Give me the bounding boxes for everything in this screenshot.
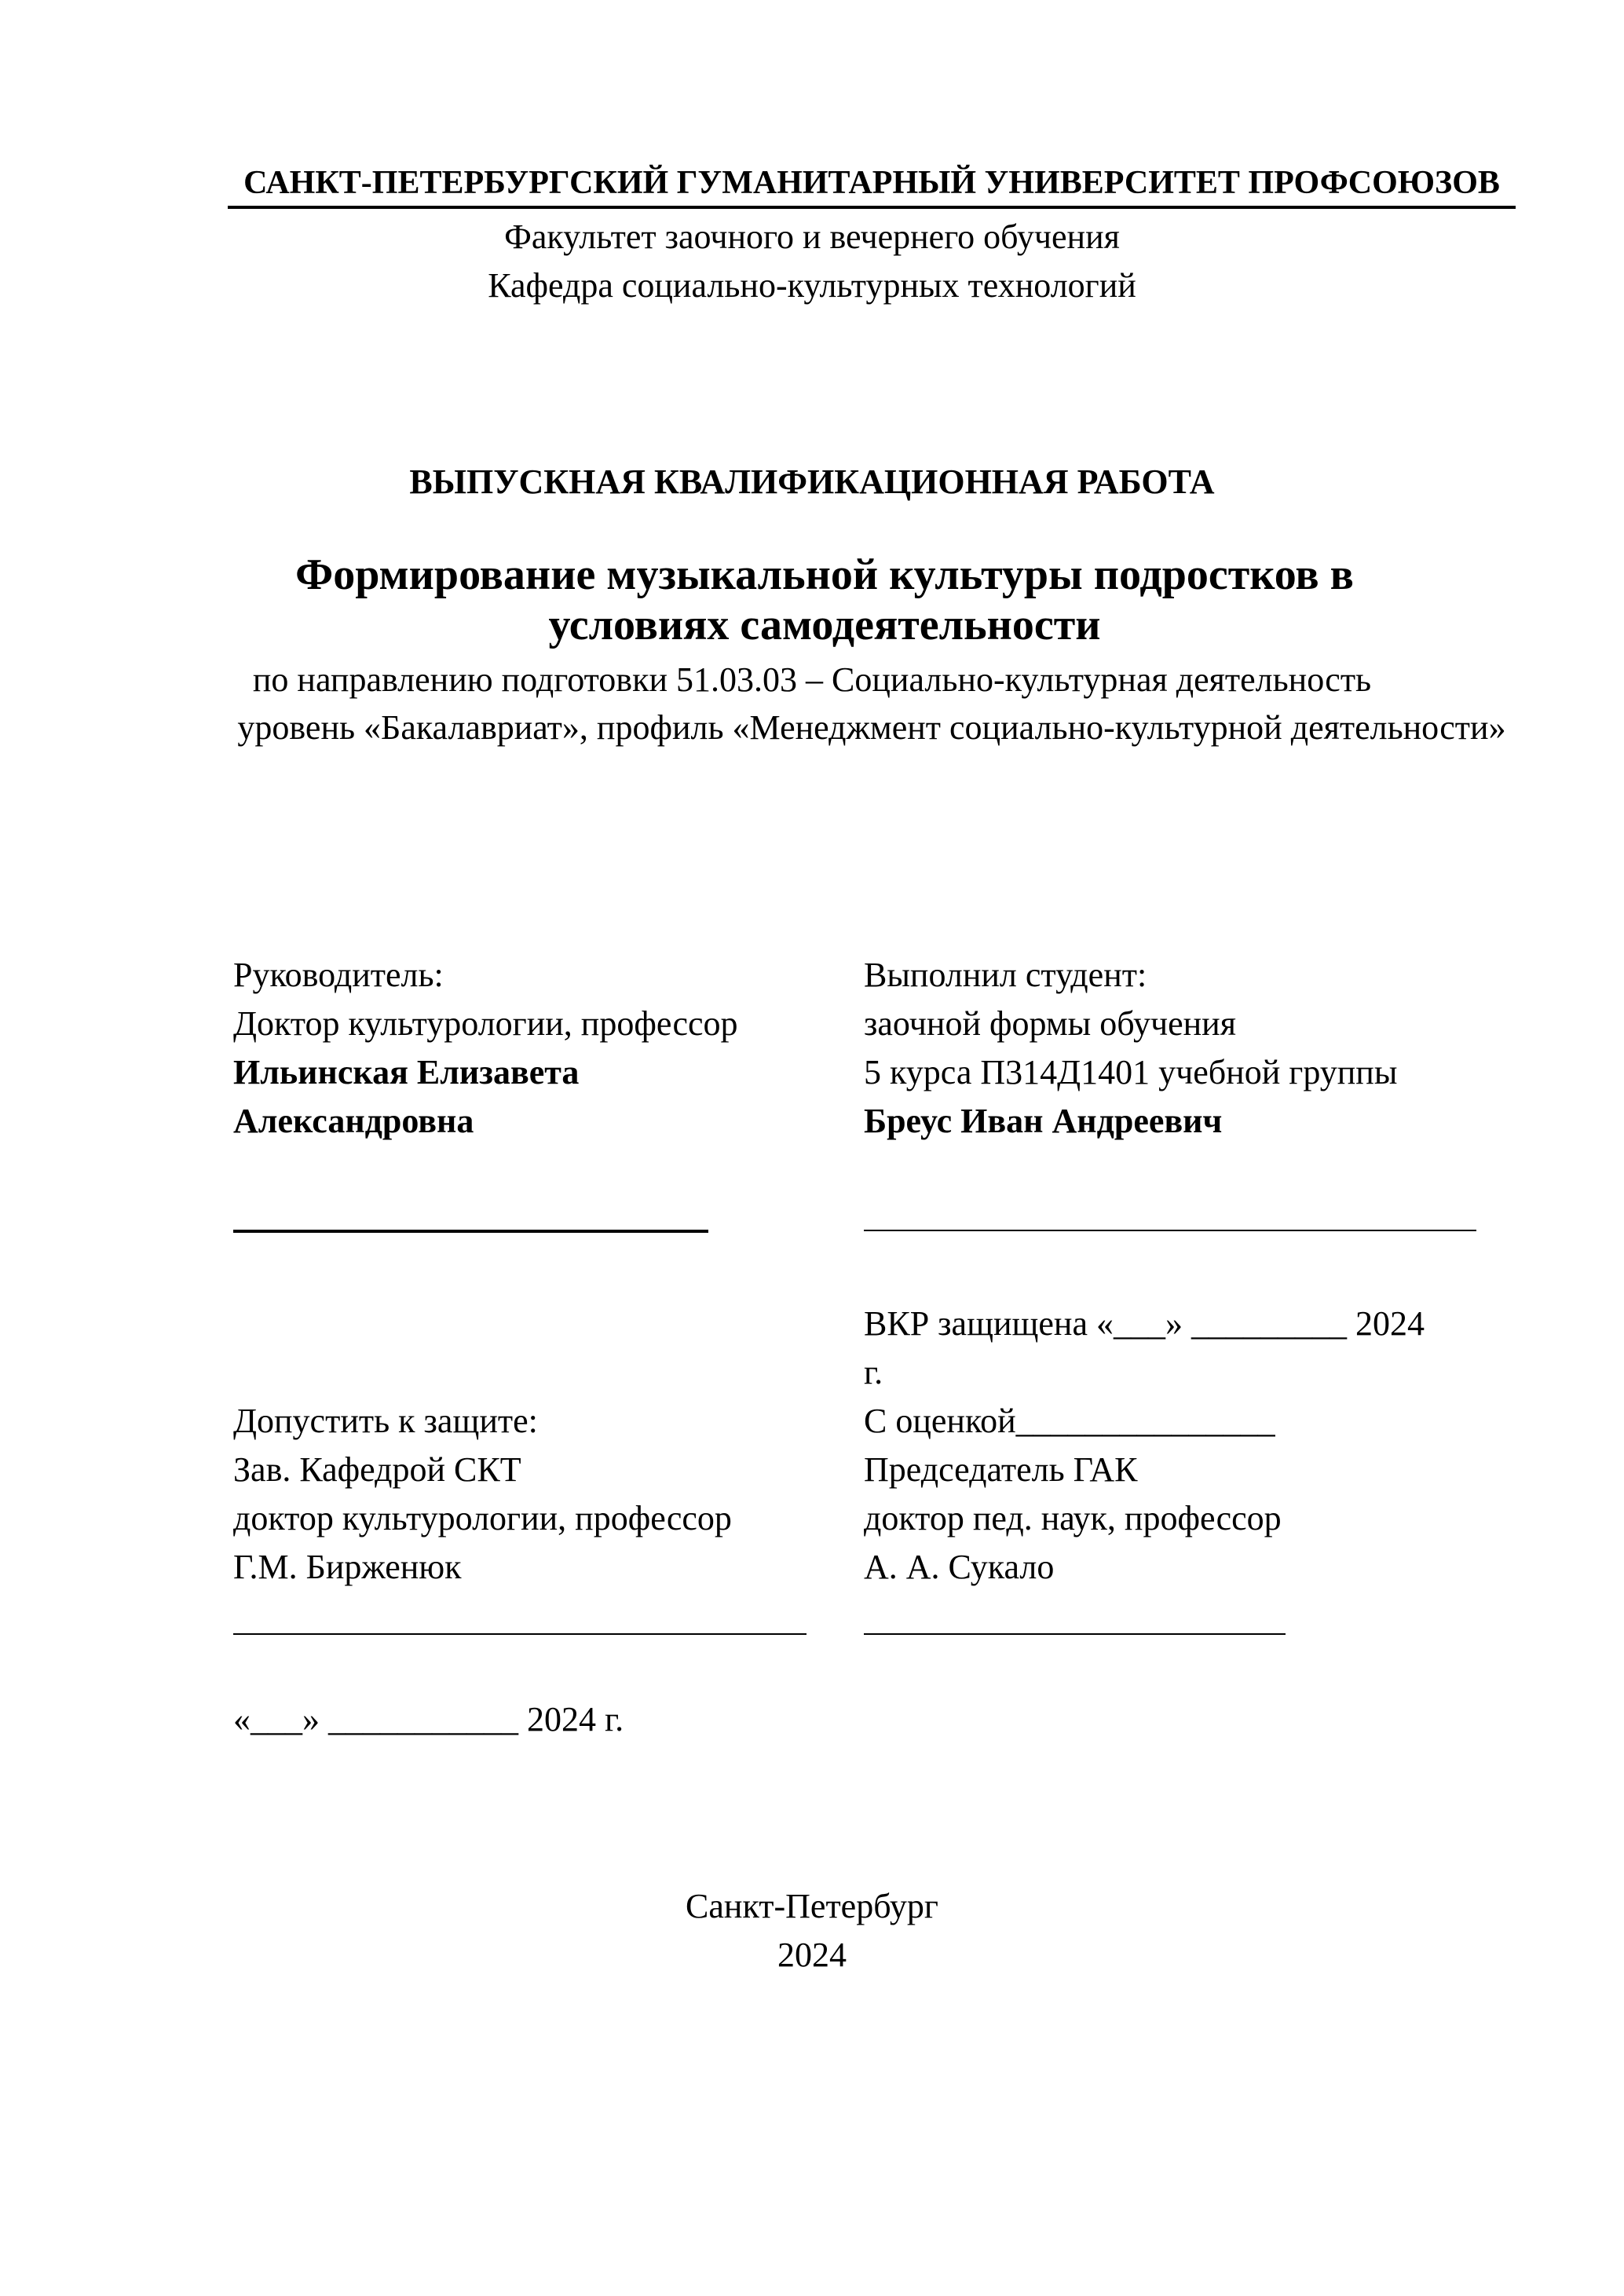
student-signature-line — [864, 1230, 1476, 1231]
defense-date-line: ВКР защищена «___» _________ 2024 — [864, 1304, 1425, 1343]
year: 2024 — [777, 1936, 847, 1974]
department-head-name: Г.М. Бирженюк — [233, 1548, 462, 1586]
student-name: Бреус Иван Андреевич — [864, 1102, 1223, 1140]
student-label: Выполнил студент: — [864, 956, 1147, 994]
department-head-title: Зав. Кафедрой СКТ — [233, 1450, 521, 1489]
department-head-degree: доктор культурологии, профессор — [233, 1499, 732, 1537]
commission-chair-degree: доктор пед. наук, профессор — [864, 1499, 1282, 1537]
commission-chair-signature-line — [864, 1633, 1286, 1635]
supervisor-signature-line — [233, 1230, 708, 1233]
supervisor-name-line1: Ильинская Елизавета — [233, 1053, 580, 1091]
admission-date-line: «___» ___________ 2024 г. — [233, 1700, 624, 1738]
header-divider — [228, 206, 1516, 209]
department-head-signature-line — [233, 1633, 807, 1635]
study-profile: уровень «Бакалавриат», профиль «Менеджмент социально-культурной деятельности» — [237, 708, 1506, 747]
commission-chair-title: Председатель ГАК — [864, 1450, 1138, 1489]
commission-chair-name: А. А. Сукало — [864, 1548, 1055, 1586]
university-name: САНКТ-ПЕТЕРБУРГСКИЙ ГУМАНИТАРНЫЙ УНИВЕРСИТЕТ ПРОФСОЮЗОВ — [243, 165, 1500, 201]
city: Санкт-Петербург — [686, 1887, 938, 1925]
department-name: Кафедра социально-культурных технологий — [488, 266, 1136, 305]
work-type-heading: ВЫПУСКНАЯ КВАЛИФИКАЦИОННАЯ РАБОТА — [409, 462, 1215, 501]
supervisor-label: Руководитель: — [233, 956, 444, 994]
defense-grade-line: С оценкой_______________ — [864, 1402, 1275, 1440]
faculty-name: Факультет заочного и вечернего обучения — [504, 218, 1120, 256]
student-group: 5 курса П314Д1401 учебной группы — [864, 1053, 1398, 1091]
thesis-title: Формирование музыкальной культуры подростков в условиях самодеятельности — [295, 550, 1354, 649]
supervisor-degree: Доктор культурологии, профессор — [233, 1004, 738, 1043]
defense-year-suffix: г. — [864, 1353, 883, 1391]
study-direction: по направлению подготовки 51.03.03 – Социально-культурная деятельность — [252, 660, 1372, 699]
student-study-form: заочной формы обучения — [864, 1004, 1236, 1043]
supervisor-name-line2: Александровна — [233, 1102, 474, 1140]
admission-label: Допустить к защите: — [233, 1402, 538, 1440]
